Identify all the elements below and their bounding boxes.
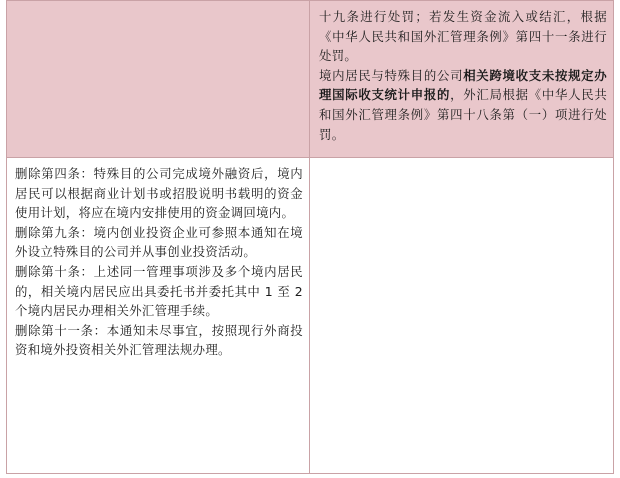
row1-right-content — [319, 7, 607, 144]
table-row-2 — [7, 158, 613, 473]
deleted-article-10: 删除第十条：上述同一管理事项涉及多个境内居民的，相关境内居民应出具委托书并委托其中 1 至 2 个境内居民办理相关外汇管理手续。 — [15, 263, 303, 319]
row2-left-content — [15, 164, 303, 360]
statistics-declaration-paragraph — [319, 66, 607, 144]
deleted-article-11: 删除第十一条：本通知未尽事宜，按照现行外商投资和境外投资相关外汇管理法规办理。 — [15, 322, 303, 358]
deleted-article-4: 删除第四条：特殊目的公司完成境外融资后，境内居民可以根据商业计划书或招股说明书载明的资金使用计划，将应在境内安排使用的资金调回境内。 — [15, 166, 303, 221]
table-row-1 — [7, 1, 613, 158]
paragraph-bold-phrase: 相关跨境收支未按规定办理国际收支统计申报的 — [319, 67, 607, 103]
regulation-comparison-table — [6, 0, 614, 474]
row1-right-cell — [309, 1, 613, 157]
row1-left-cell — [7, 1, 309, 157]
row2-left-cell — [7, 158, 309, 473]
penalty-clause-paragraph: 十九条进行处罚；若发生资金流入或结汇，根据《中华人民共和国外汇管理条例》第四十一条进行处罚。 — [319, 9, 607, 64]
row2-right-cell — [309, 158, 613, 473]
paragraph-prefix: 境内居民与特殊目的公司 — [319, 67, 464, 83]
paragraph-suffix: ，外汇局根据《中华人民共和国外汇管理条例》第四十八条第（一）项进行处罚。 — [319, 87, 608, 142]
deleted-article-9: 删除第九条：境内创业投资企业可参照本通知在境外设立特殊目的公司并从事创业投资活动。 — [15, 224, 303, 260]
